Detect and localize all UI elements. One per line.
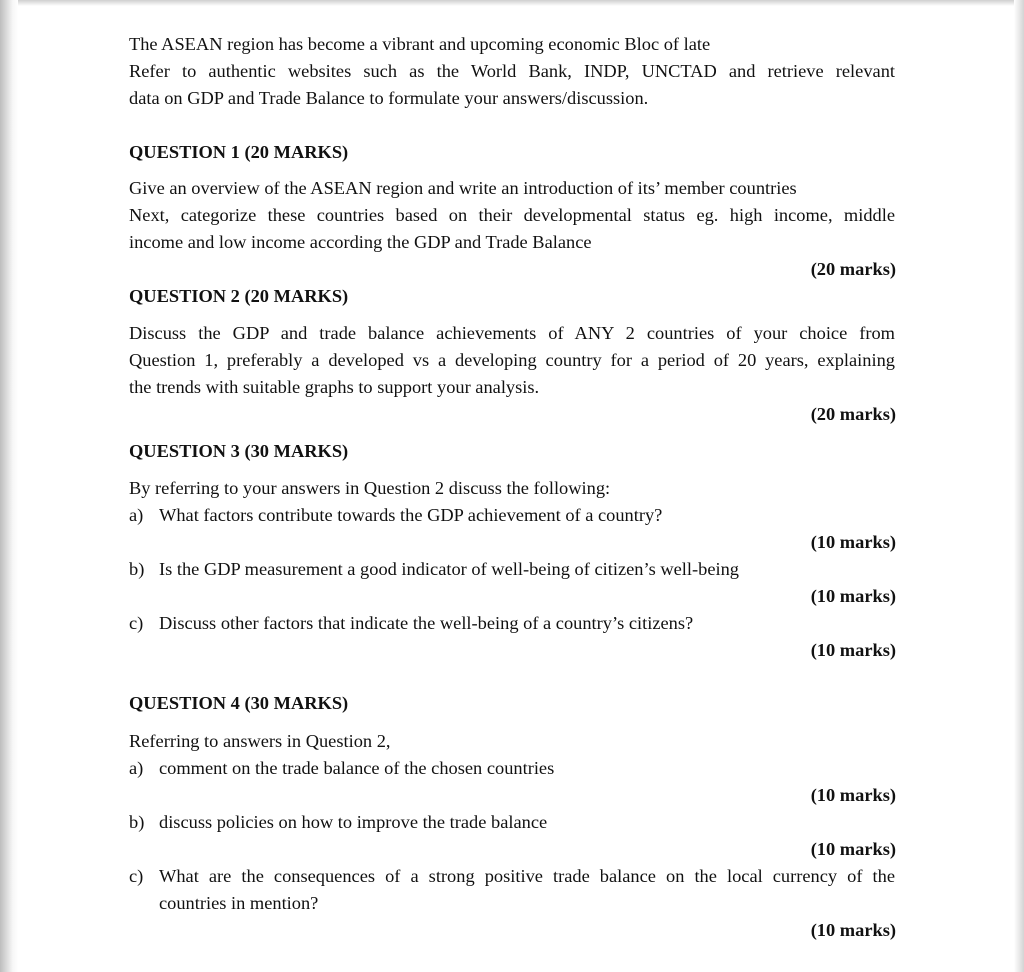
question-3a-marks: (10 marks): [810, 532, 896, 552]
question-2-line-1: Discuss the GDP and trade balance achievements of ANY 2 countries of your choice from: [129, 323, 895, 343]
intro-line-2: Refer to authentic websites such as the World Bank, INDP, UNCTAD and retrieve relevant: [129, 61, 895, 81]
question-4b-letter: b): [129, 812, 145, 832]
question-4c-text-line-2: countries in mention?: [159, 893, 319, 913]
question-3c-text: Discuss other factors that indicate the well-being of a country’s citizens?: [159, 613, 694, 633]
question-4a-marks: (10 marks): [810, 785, 896, 805]
question-3c-letter: c): [129, 613, 144, 633]
question-4c-letter: c): [129, 866, 144, 886]
question-4c-text-line-1: What are the consequences of a strong positive trade balance on the local currency of the: [159, 866, 895, 886]
question-3-heading: QUESTION 3 (30 MARKS): [129, 441, 349, 461]
question-3c-marks: (10 marks): [810, 640, 896, 660]
question-2-line-3: the trends with suitable graphs to support your analysis.: [129, 377, 540, 397]
intro-line-1: The ASEAN region has become a vibrant and upcoming economic Bloc of late: [129, 34, 711, 54]
question-1-marks: (20 marks): [810, 259, 896, 279]
question-4a-letter: a): [129, 758, 144, 778]
intro-line-3: data on GDP and Trade Balance to formulate your answers/discussion.: [129, 88, 649, 108]
question-4b-marks: (10 marks): [810, 839, 896, 859]
question-3b-letter: b): [129, 559, 145, 579]
question-2-line-2: Question 1, preferably a developed vs a developing country for a period of 20 years, explaining: [129, 350, 895, 370]
question-3b-marks: (10 marks): [810, 586, 896, 606]
question-4b-text: discuss policies on how to improve the trade balance: [159, 812, 548, 832]
question-2-heading: QUESTION 2 (20 MARKS): [129, 286, 349, 306]
question-4-heading: QUESTION 4 (30 MARKS): [129, 693, 349, 713]
page-shadow-left: [0, 0, 18, 972]
question-1-line-1: Give an overview of the ASEAN region and write an introduction of its’ member countries: [129, 178, 797, 198]
page-shadow-right: [1014, 0, 1024, 972]
question-1-line-3: income and low income according the GDP and Trade Balance: [129, 232, 592, 252]
question-3a-letter: a): [129, 505, 144, 525]
question-3b-text: Is the GDP measurement a good indicator of well-being of citizen’s well-being: [159, 559, 739, 579]
question-4c-marks: (10 marks): [810, 920, 896, 940]
page-shadow-top: [0, 0, 1024, 6]
question-1-heading: QUESTION 1 (20 MARKS): [129, 142, 349, 162]
question-4-intro: Referring to answers in Question 2,: [129, 731, 391, 751]
question-1-line-2: Next, categorize these countries based on their developmental status eg. high income, middle: [129, 205, 895, 225]
question-3-intro: By referring to your answers in Question 2 discuss the following:: [129, 478, 611, 498]
question-4a-text: comment on the trade balance of the chosen countries: [159, 758, 555, 778]
question-3a-text: What factors contribute towards the GDP achievement of a country?: [159, 505, 663, 525]
question-2-marks: (20 marks): [810, 404, 896, 424]
